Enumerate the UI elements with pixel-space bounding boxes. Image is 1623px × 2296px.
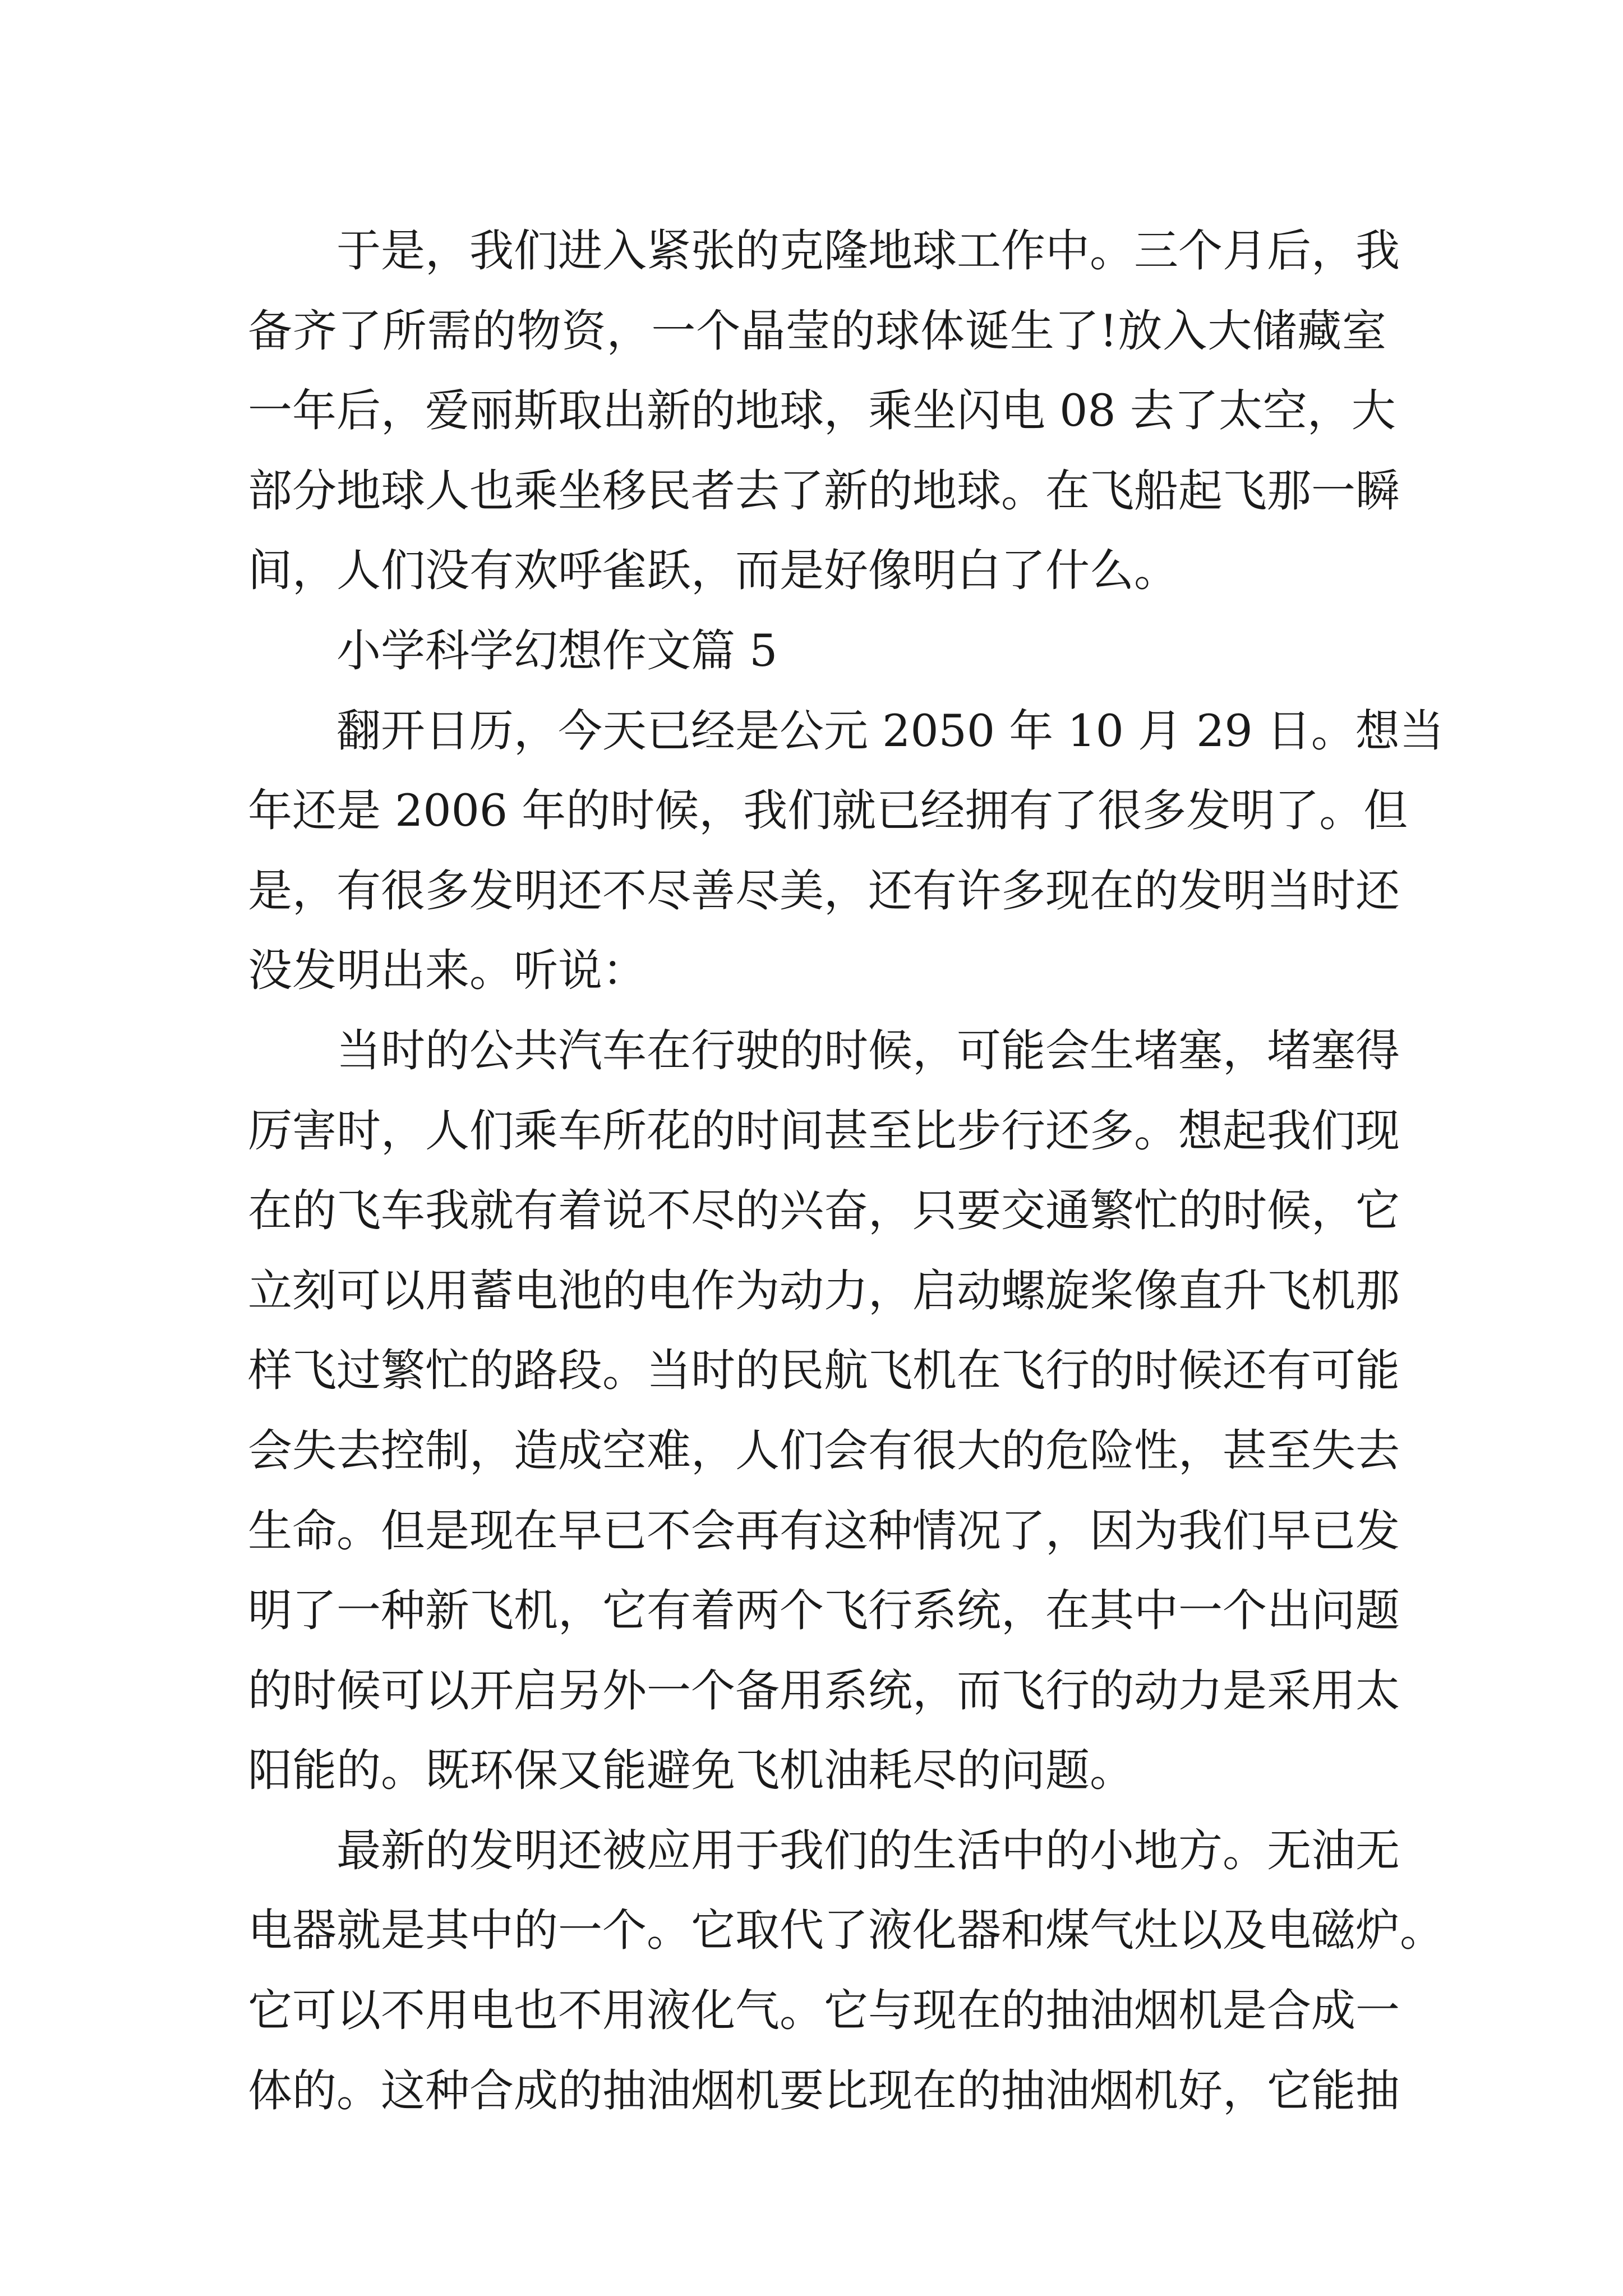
heading-text: 小学科学幻想作文篇 5: [336, 624, 778, 677]
text-line: 最新的发明还被应用于我们的生活中的小地方。无油无: [336, 1824, 1400, 1876]
paragraph: [248, 211, 1400, 611]
text-line: 生命。但是现在早已不会再有这种情况了，因为我们早已发: [248, 1504, 1400, 1557]
text-line: 样飞过繁忙的路段。当时的民航飞机在飞行的时候还有可能: [248, 1345, 1400, 1397]
text-line: 当时的公共汽车在行驶的时候，可能会生堵塞，堵塞得: [336, 1024, 1400, 1076]
document-body: [248, 211, 1444, 2131]
text-line: 在的飞车我就有着说不尽的兴奋，只要交通繁忙的时候，它: [248, 1185, 1400, 1237]
text-line: 间，人们没有欢呼雀跃，而是好像明白了什么。: [248, 545, 1178, 597]
text-line: 一年后，爱丽斯取出新的地球，乘坐闪电 08 去了太空，大: [248, 385, 1396, 437]
text-line: 明了一种新飞机，它有着两个飞行系统，在其中一个出问题: [248, 1585, 1400, 1637]
text-line: 部分地球人也乘坐移民者去了新的地球。在飞船起飞那一瞬: [248, 464, 1400, 517]
section-heading: [248, 611, 1386, 691]
paragraph: [248, 691, 1444, 1011]
text-line: 翻开日历，今天已经是公元 2050 年 10 月 29 日。想当: [336, 705, 1444, 757]
text-line: 体的。这种合成的抽油烟机要比现在的抽油烟机好，它能抽: [248, 2064, 1400, 2116]
text-line: 于是，我们进入紧张的克隆地球工作中。三个月后，我: [336, 225, 1400, 277]
text-line: 立刻可以用蓄电池的电作为动力，启动螺旋桨像直升飞机那: [248, 1264, 1400, 1317]
text-line: 年还是 2006 年的时候，我们就已经拥有了很多发明了。但: [248, 785, 1408, 837]
text-line: 它可以不用电也不用液化气。它与现在的抽油烟机是合成一: [248, 1985, 1400, 2037]
text-line: 厉害时，人们乘车所花的时间甚至比步行还多。想起我们现: [248, 1105, 1400, 1157]
paragraph: [248, 1011, 1400, 1811]
text-line: 电器就是其中的一个。它取代了液化器和煤气灶以及电磁炉。: [248, 1904, 1444, 1957]
text-line: 会失去控制，造成空难，人们会有很大的危险性，甚至失去: [248, 1424, 1400, 1476]
text-line: 阳能的。既环保又能避免飞机油耗尽的问题。: [248, 1745, 1134, 1797]
text-line: 没发明出来。听说：: [248, 945, 647, 997]
paragraph: [248, 1811, 1444, 2131]
text-line: 备齐了所需的物资，一个晶莹的球体诞生了!放入大储藏室: [248, 305, 1386, 357]
text-line: 是，有很多发明还不尽善尽美，还有许多现在的发明当时还: [248, 864, 1400, 917]
text-line: 的时候可以开启另外一个备用系统，而飞行的动力是采用太: [248, 1664, 1400, 1717]
